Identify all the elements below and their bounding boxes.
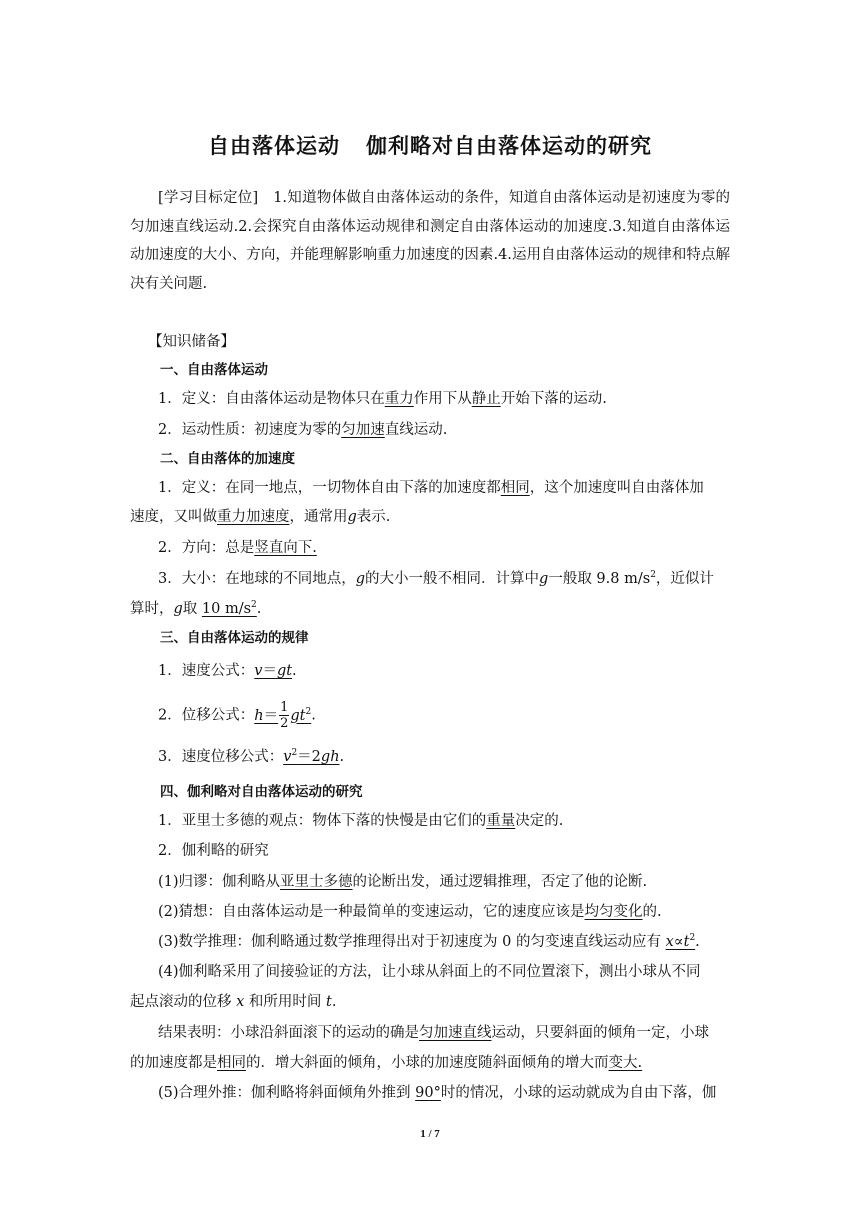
s4-line-3: (1)归谬：伽利略从亚里士多德的论断出发，通过逻辑推理，否定了他的论断. bbox=[158, 874, 648, 890]
s3-line-3-velocity-displacement-formula: 3．速度位移公式：$v^2=2gh$. bbox=[158, 748, 345, 765]
learning-goals-paragraph bbox=[130, 184, 730, 298]
s4-line-1: 1．亚里士多德的观点：物体下落的快慢是由它们的重量决定的. bbox=[158, 813, 564, 829]
s3-line-1-velocity-formula: 1．速度公式：v＝gt. bbox=[158, 663, 297, 679]
s4-line-6: (4)伽利略采用了间接验证的方法，让小球从斜面上的不同位置滚下，测出小球从不同 bbox=[158, 964, 701, 980]
fraction-half: $\frac{1}{2}$ bbox=[280, 700, 289, 731]
s4-line-8: (5)合理外推：伽利略将斜面倾角外推到 90°时的情况，小球的运动就成为自由下落，伽 bbox=[158, 1085, 717, 1101]
knowledge-heading: 【知识储备】 bbox=[148, 334, 235, 350]
s1-line-2: 2．运动性质：初速度为零的匀加速直线运动. bbox=[158, 422, 448, 438]
s4-line-5: (3)数学推理：伽利略通过数学推理得出对于初速度为 0 的匀变速直线运动应有 $x\propto t^2$. bbox=[158, 933, 700, 950]
section-4-title: 四、伽利略对自由落体运动的研究 bbox=[160, 784, 363, 800]
page-number: 1 / 7 bbox=[420, 1128, 440, 1140]
section-3-title: 三、自由落体运动的规律 bbox=[160, 630, 309, 646]
learning-goals-text: [学习目标定位] 1.知道物体做自由落体运动的条件，知道自由落体运动是初速度为零的匀加速直线运动.2.会探究自由落体运动规律和测定自由落体运动的加速度.3.知道自由落体运动加速度的大小、方向，并能理解影响重力加速度的因素.4.运用自由落体运动的规律和特点解决有关问题. bbox=[130, 190, 730, 292]
s1-line-1: 1．定义：自由落体运动是物体只在重力作用下从静止开始下落的运动. bbox=[158, 391, 607, 407]
s2-line-2: 2．方向：总是竖直向下. bbox=[158, 540, 317, 556]
section-2-title: 二、自由落体的加速度 bbox=[160, 451, 295, 467]
s4-line-2: 2．伽利略的研究 bbox=[158, 843, 269, 859]
s2-line-1b: 速度，又叫做重力加速度，通常用g表示. bbox=[130, 509, 391, 525]
page-title bbox=[0, 130, 860, 160]
s4-line-4: (2)猜想：自由落体运动是一种最简单的变速运动，它的速度应该是均匀变化的. bbox=[158, 904, 662, 920]
s4-line-6b: 起点滚动的位移 x 和所用时间 t. bbox=[130, 994, 337, 1010]
s2-line-1: 1．定义：在同一地点，一切物体自由下落的加速度都相同，这个加速度叫自由落体加 bbox=[158, 480, 704, 496]
s2-line-3: 3．大小：在地球的不同地点，g的大小一般不相同．计算中g一般取 9.8 $m/s^2$，近似计 bbox=[158, 570, 714, 587]
s4-line-7b: 的加速度都是相同的．增大斜面的倾角，小球的加速度随斜面倾角的增大而变大. bbox=[130, 1055, 643, 1071]
s4-line-7: 结果表明：小球沿斜面滚下的运动的确是匀加速直线运动，只要斜面的倾角一定，小球 bbox=[158, 1025, 709, 1041]
section-1-title: 一、自由落体运动 bbox=[160, 362, 268, 378]
title-part1: 自由落体运动 bbox=[208, 133, 340, 158]
s2-line-3b: 算时，g取 10 $m/s^2$. bbox=[130, 600, 262, 617]
s3-line-2-displacement-formula: 2．位移公式：h＝ $\frac{1}{2}$ $gt^2$. bbox=[158, 700, 316, 731]
title-part2: 伽利略对自由落体运动的研究 bbox=[366, 133, 652, 158]
